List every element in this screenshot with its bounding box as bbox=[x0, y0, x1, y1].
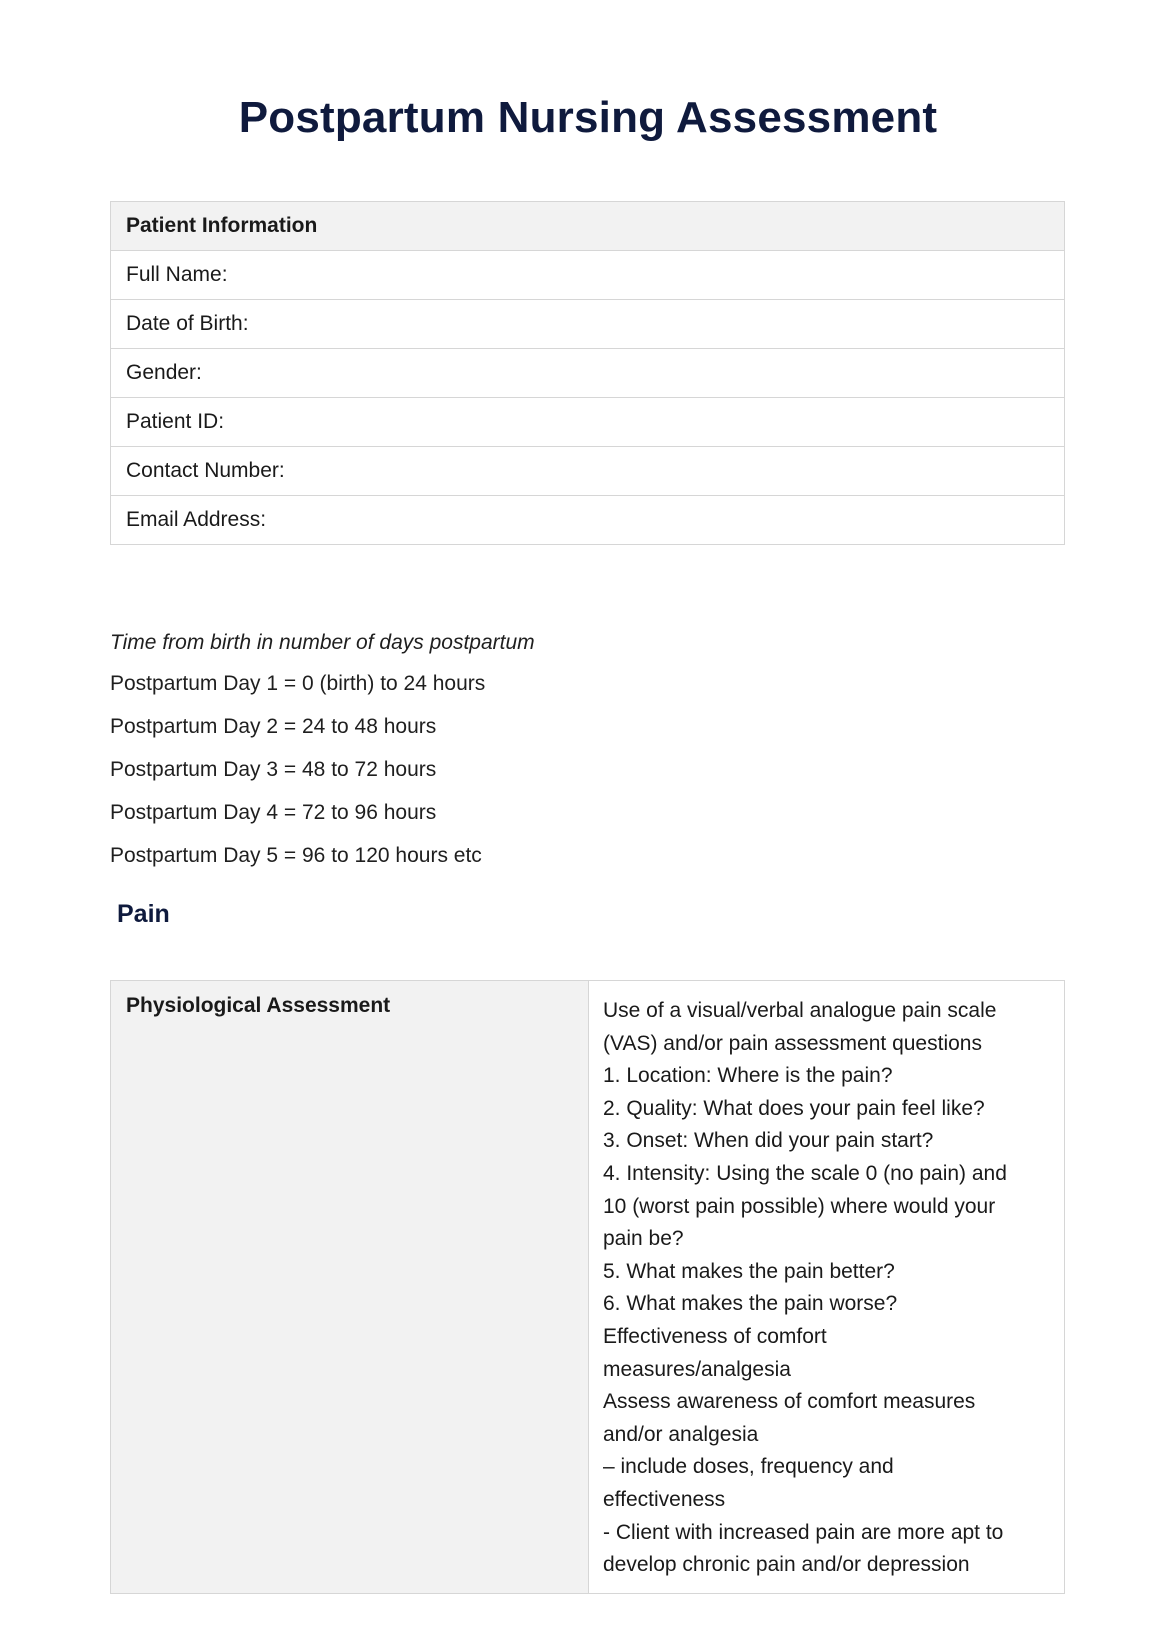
postpartum-day-2: Postpartum Day 2 = 24 to 48 hours bbox=[110, 715, 437, 738]
patient-id-field[interactable]: Patient ID: bbox=[111, 398, 1065, 447]
table-row bbox=[111, 981, 1065, 1594]
pain-line: – include doses, frequency and bbox=[603, 1455, 894, 1479]
full-name-field[interactable]: Full Name: bbox=[111, 251, 1065, 300]
postpartum-day-4: Postpartum Day 4 = 72 to 96 hours bbox=[110, 801, 437, 824]
email-address-field[interactable]: Email Address: bbox=[111, 496, 1065, 545]
pain-line: 1. Location: Where is the pain? bbox=[603, 1064, 893, 1088]
pain-line: 3. Onset: When did your pain start? bbox=[603, 1129, 934, 1153]
table-row bbox=[111, 300, 1065, 349]
pain-line: 5. What makes the pain better? bbox=[603, 1259, 895, 1283]
pain-line: (VAS) and/or pain assessment questions bbox=[603, 1031, 982, 1055]
physiological-assessment-label: Physiological Assessment bbox=[111, 981, 589, 1594]
pain-line: 6. What makes the pain worse? bbox=[603, 1292, 898, 1316]
pain-assessment-table bbox=[110, 980, 1065, 1594]
pain-line: 4. Intensity: Using the scale 0 (no pain) and bbox=[603, 1161, 1007, 1185]
patient-info-table bbox=[110, 201, 1065, 545]
pain-line: develop chronic pain and/or depression bbox=[603, 1553, 970, 1577]
table-row bbox=[111, 496, 1065, 545]
pain-line: 2. Quality: What does your pain feel like? bbox=[603, 1096, 985, 1120]
pain-line: effectiveness bbox=[603, 1487, 726, 1511]
pain-line: pain be? bbox=[603, 1227, 684, 1251]
table-row bbox=[111, 398, 1065, 447]
patient-info-header-row bbox=[111, 202, 1065, 251]
pain-line: Assess awareness of comfort measures bbox=[603, 1390, 976, 1414]
table-row bbox=[111, 251, 1065, 300]
pain-line: measures/analgesia bbox=[603, 1357, 791, 1381]
gender-field[interactable]: Gender: bbox=[111, 349, 1065, 398]
pain-section-title: Pain bbox=[117, 900, 170, 928]
table-row bbox=[111, 447, 1065, 496]
pain-line: Use of a visual/verbal analogue pain scale bbox=[603, 999, 997, 1022]
postpartum-day-3: Postpartum Day 3 = 48 to 72 hours bbox=[110, 758, 437, 781]
pain-line: 10 (worst pain possible) where would your bbox=[603, 1194, 996, 1218]
pain-line: and/or analgesia bbox=[603, 1422, 759, 1446]
postpartum-days-intro: Time from birth in number of days postpartum bbox=[110, 631, 535, 654]
pain-line: - Client with increased pain are more apt to bbox=[603, 1520, 1004, 1544]
contact-number-field[interactable]: Contact Number: bbox=[111, 447, 1065, 496]
table-row bbox=[111, 349, 1065, 398]
patient-info-header: Patient Information bbox=[111, 202, 1065, 251]
postpartum-day-5: Postpartum Day 5 = 96 to 120 hours etc bbox=[110, 844, 482, 867]
page-title: Postpartum Nursing Assessment bbox=[238, 93, 938, 142]
pain-assessment-content[interactable] bbox=[589, 981, 1065, 1594]
pain-line: Effectiveness of comfort bbox=[603, 1324, 827, 1348]
date-of-birth-field[interactable]: Date of Birth: bbox=[111, 300, 1065, 349]
postpartum-day-1: Postpartum Day 1 = 0 (birth) to 24 hours bbox=[110, 672, 486, 695]
